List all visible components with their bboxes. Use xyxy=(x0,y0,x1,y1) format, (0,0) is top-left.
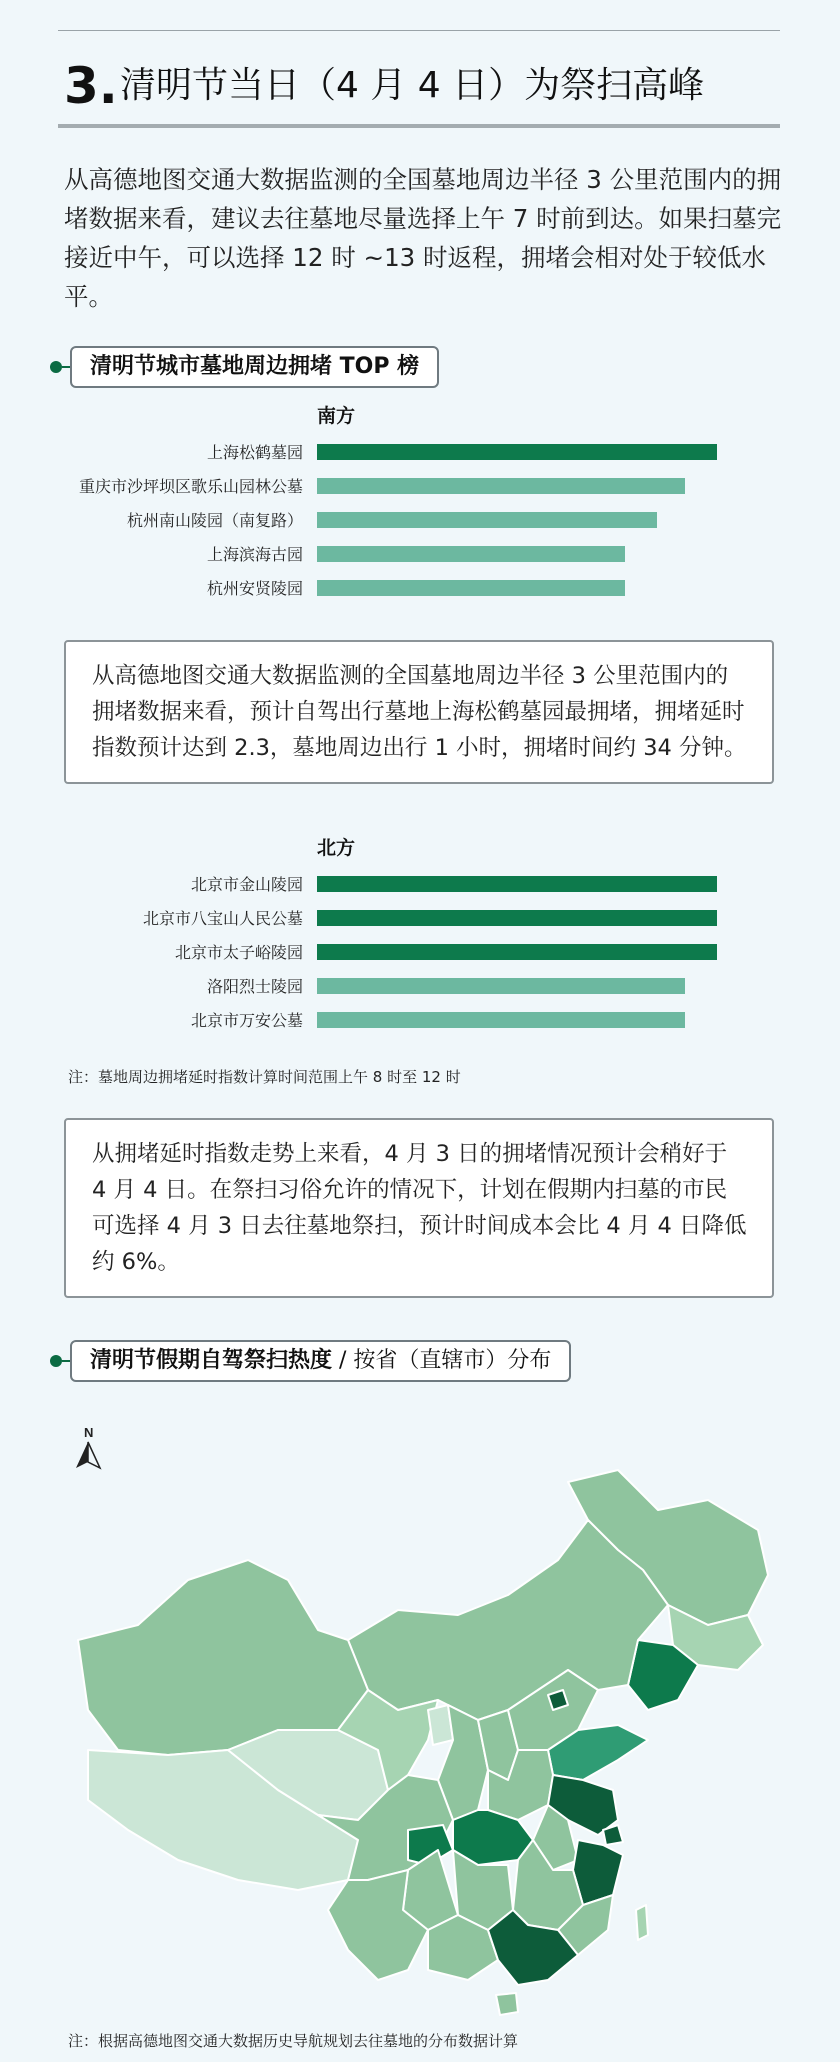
bar-label: 北京市万安公墓 xyxy=(190,1011,303,1030)
bar xyxy=(317,1012,685,1028)
bar xyxy=(317,580,625,596)
map-title-separator: / xyxy=(332,1348,354,1373)
chart-title: 北方 xyxy=(317,837,356,859)
bar-label: 北京市八宝山人民公墓 xyxy=(142,909,303,928)
top-divider xyxy=(58,30,780,31)
section-underline xyxy=(58,124,780,128)
bar xyxy=(317,478,685,494)
compass-label: N xyxy=(84,1425,94,1440)
bullet-dot xyxy=(50,1355,62,1367)
bar xyxy=(317,546,625,562)
region-hainan xyxy=(496,1993,518,2015)
south-ranking-chart xyxy=(0,404,840,614)
section-title: 清明节当日（4 月 4 日）为祭扫高峰 xyxy=(120,65,705,106)
bar-label: 北京市太子峪陵园 xyxy=(174,943,303,962)
bar xyxy=(317,444,717,460)
bar xyxy=(317,944,717,960)
bar-label: 杭州南山陵园（南复路） xyxy=(126,511,303,530)
ranking-title: 清明节城市墓地周边拥堵 TOP 榜 xyxy=(70,346,439,388)
region-beijing xyxy=(548,1690,568,1710)
north-ranking-chart xyxy=(0,836,840,1046)
congestion-callout: 从高德地图交通大数据监测的全国墓地周边半径 3 公里范围内的拥堵数据来看，预计自驾出行墓地上海松鹤墓园最拥堵，拥堵延时指数预计达到 2.3，墓地周边出行 1 小时，拥堵时间约 34 分钟。 xyxy=(64,640,774,784)
intro-paragraph: 从高德地图交通大数据监测的全国墓地周边半径 3 公里范围内的拥堵数据来看，建议去往墓地尽量选择上午 7 时前到达。如果扫墓完接近中午，可以选择 12 时 ~13 时返程，拥堵会相对处于较低水平。 xyxy=(64,165,782,311)
region-xinjiang xyxy=(78,1560,368,1755)
bar xyxy=(317,978,685,994)
north-arrow-icon xyxy=(76,1425,100,1468)
china-map-svg xyxy=(58,1410,780,2020)
ranking-note: 注：墓地周边拥堵延时指数计算时间范围上午 8 时至 12 时 xyxy=(68,1068,461,1086)
bar xyxy=(317,910,717,926)
region-taiwan xyxy=(636,1905,648,1940)
region-shanghai xyxy=(603,1825,623,1845)
bar-label: 重庆市沙坪坝区歌乐山园林公墓 xyxy=(78,477,303,496)
bar-label: 北京市金山陵园 xyxy=(190,875,303,894)
bullet-dot xyxy=(50,361,62,373)
map-title-bold: 清明节假期自驾祭扫热度 xyxy=(90,1348,333,1373)
bar-label: 上海松鹤墓园 xyxy=(206,443,303,462)
bar-label: 上海滨海古园 xyxy=(206,545,303,564)
map-title-light: 按省（直辖市）分布 xyxy=(353,1348,552,1373)
chart-title: 南方 xyxy=(317,405,356,427)
map-note: 注：根据高德地图交通大数据历史导航规划去往墓地的分布数据计算 xyxy=(68,2032,519,2050)
bar-label: 洛阳烈士陵园 xyxy=(206,977,303,996)
map-title xyxy=(70,1340,571,1382)
bar xyxy=(317,512,657,528)
china-heat-map xyxy=(58,1410,780,2020)
trend-callout: 从拥堵延时指数走势上来看，4 月 3 日的拥堵情况预计会稍好于 4 月 4 日。在祭扫习俗允许的情况下，计划在假期内扫墓的市民可选择 4 月 3 日去往墓地祭扫，预计时间成本会比 4 月 4 日降低约 6%。 xyxy=(64,1118,774,1298)
section-number: 3. xyxy=(64,57,118,115)
bar xyxy=(317,876,717,892)
section-header xyxy=(58,56,780,128)
bar-label: 杭州安贤陵园 xyxy=(206,579,303,598)
